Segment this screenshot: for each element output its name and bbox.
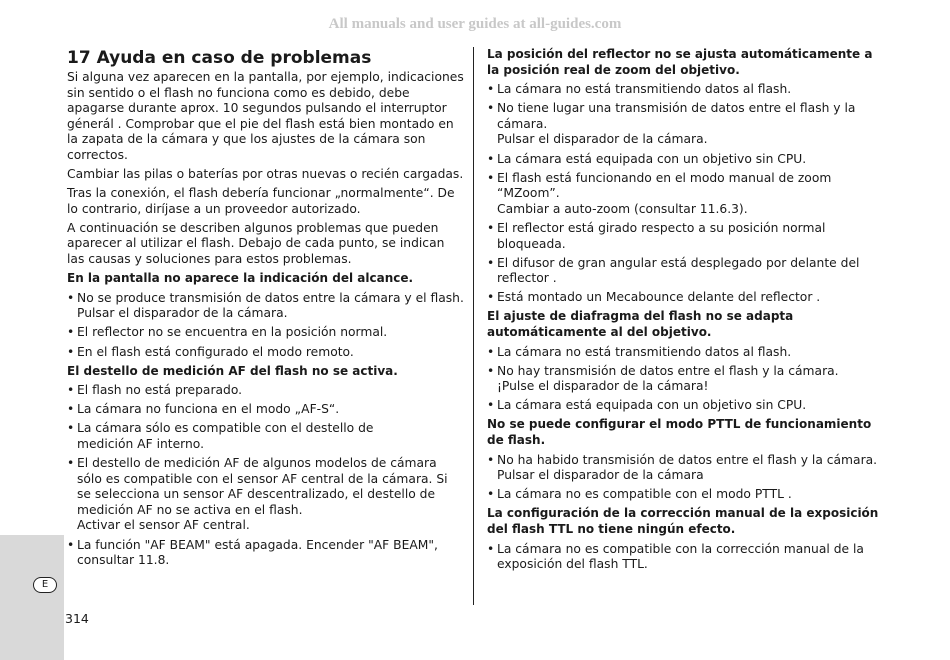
intro-text: [67, 70, 465, 268]
cause-item: [487, 453, 885, 484]
cause-item: [487, 398, 885, 414]
left-column: [67, 47, 465, 572]
cause-item: [67, 383, 465, 399]
cause-text: ¡Pulse el disparador de la cámara!: [497, 379, 709, 394]
cause-item: [67, 538, 465, 569]
cause-item: [487, 487, 885, 503]
cause-item: [487, 171, 885, 218]
problem-section: [67, 271, 465, 360]
cause-item: [67, 345, 465, 361]
cause-item: [67, 402, 465, 418]
cause-text: • El reflector no se encuentra en la posición normal.: [77, 325, 388, 340]
right-sections: [487, 47, 885, 573]
cause-item: [487, 101, 885, 148]
intro-paragraph: Si alguna vez aparecen en la pantalla, por ejemplo, indicaciones sin sentido o el flash no funciona como es debido, debe apagarse durante aprox. 10 segundos pulsando el interruptor génerál . Comprobar que el pie del flash está bien montado en la zapata de la cámara y que los ajustes de la cámara son correctos.: [67, 70, 464, 162]
cause-text: Activar el sensor AF central.: [77, 518, 250, 533]
page-number: 314: [65, 611, 89, 626]
cause-text: • La cámara no es compatible con el modo PTTL .: [497, 487, 792, 502]
cause-item: [487, 364, 885, 395]
cause-text: • Está montado un Mecabounce delante del reflector .: [497, 290, 821, 305]
cause-list: [487, 542, 885, 573]
cause-list: [487, 345, 885, 414]
cause-item: [487, 82, 885, 98]
cause-item: [487, 542, 885, 573]
cause-item: [67, 291, 465, 322]
cause-text: • La cámara no es compatible con la corrección manual de la exposición del flash TTL.: [497, 541, 864, 572]
cause-text: • No se produce transmisión de datos entre la cámara y el flash.: [77, 290, 464, 305]
cause-list: [487, 82, 885, 306]
cause-text: • La cámara no está transmitiendo datos al flash.: [497, 82, 792, 97]
cause-text: Pulsar el disparador de la cámara.: [77, 306, 288, 321]
cause-text: • La cámara está equipada con un objetivo sin CPU.: [497, 398, 807, 413]
intro-paragraph: Cambiar las pilas o baterías por otras nuevas o recién cargadas.: [67, 167, 464, 182]
cause-text: • El reflector está girado respecto a su posición normal bloqueada.: [497, 220, 826, 251]
cause-text: Pulsar el disparador de la cámara: [497, 468, 704, 483]
cause-text: • El flash no está preparado.: [77, 383, 243, 398]
cause-item: [67, 421, 465, 452]
problem-heading: La configuración de la corrección manual de la exposición del flash TTL no tiene ningún efecto.: [487, 506, 879, 537]
problem-section: [487, 309, 885, 414]
cause-item: [67, 325, 465, 341]
cause-list: [487, 453, 885, 503]
cause-list: [67, 383, 465, 569]
problem-section: [487, 506, 885, 572]
right-column: [487, 47, 885, 576]
cause-text: • El destello de medición AF de algunos modelos de cámara sólo es compatible con el sensor AF central de la cámara. Si se selecciona un sensor AF descentralizado, el destello de medición AF no se activa en el flash.: [77, 456, 448, 517]
problem-heading: La posición del reflector no se ajusta automáticamente a la posición real de zoom del objetivo.: [487, 47, 873, 77]
problem-section: [67, 364, 465, 569]
side-tab: [0, 535, 64, 660]
cause-item: [487, 221, 885, 252]
cause-text: • La cámara no funciona en el modo „AF-S“.: [77, 402, 340, 417]
language-badge: E: [33, 577, 57, 593]
cause-text: • En el flash está configurado el modo remoto.: [77, 344, 354, 359]
cause-text: • No tiene lugar una transmisión de datos entre el flash y la cámara.: [497, 101, 856, 131]
intro-paragraph: Tras la conexión, el flash debería funcionar „normalmente“. De lo contrario, diríjase a un proveedor autorizado.: [67, 186, 455, 216]
cause-item: [487, 256, 885, 287]
page-title: 17 Ayuda en caso de problemas: [67, 48, 372, 68]
problem-section: [487, 47, 885, 306]
cause-text: • La cámara está equipada con un objetivo sin CPU.: [497, 151, 807, 166]
cause-text: • El difusor de gran angular está desplegado por delante del reflector .: [497, 255, 860, 286]
cause-text: • La cámara no está transmitiendo datos al flash.: [497, 344, 792, 359]
cause-text: Pulsar el disparador de la cámara.: [497, 132, 708, 147]
cause-item: [67, 456, 465, 534]
problem-heading: En la pantalla no aparece la indicación del alcance.: [67, 271, 414, 286]
cause-text: medición AF interno.: [77, 436, 205, 451]
cause-text: • No hay transmisión de datos entre el flash y la cámara.: [497, 363, 839, 378]
problem-section: [487, 417, 885, 502]
cause-item: [487, 345, 885, 361]
cause-list: [67, 291, 465, 360]
column-divider: [473, 47, 474, 605]
problem-heading: El ajuste de diafragma del flash no se adapta automáticamente al del objetivo.: [487, 309, 794, 339]
watermark: All manuals and user guides at all-guides.com: [328, 16, 622, 32]
cause-text: Cambiar a auto-zoom (consultar 11.6.3).: [497, 201, 748, 216]
cause-text: • No ha habido transmisión de datos entre el flash y la cámara.: [497, 452, 878, 467]
intro-paragraph: A continuación se describen algunos problemas que pueden aparecer al utilizar el flash. Debajo de cada punto, se indican las causas y soluciones para estos problemas.: [67, 220, 445, 267]
cause-text: • El flash está funcionando en el modo manual de zoom “MZoom”.: [497, 170, 832, 201]
cause-item: [487, 152, 885, 168]
problem-heading: No se puede configurar el modo PTTL de funcionamiento de flash.: [487, 417, 872, 448]
cause-item: [487, 290, 885, 306]
problem-heading: El destello de medición AF del flash no se activa.: [67, 363, 398, 378]
cause-text: • La cámara sólo es compatible con el destello de: [77, 421, 374, 436]
cause-text: • La función "AF BEAM" está apagada. Encender "AF BEAM", consultar 11.8.: [77, 537, 438, 568]
left-sections: [67, 271, 465, 569]
